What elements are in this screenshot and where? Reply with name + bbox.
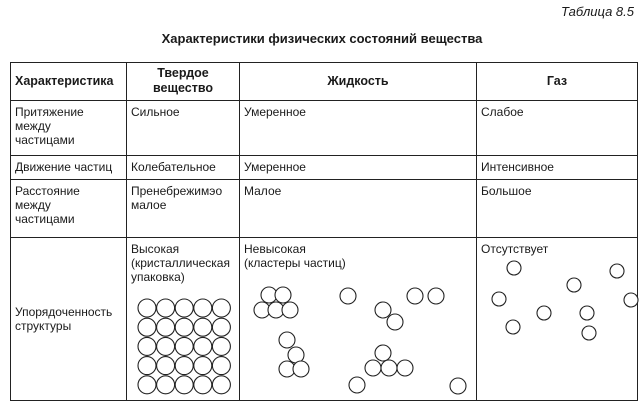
row4-char-line1: Упорядоченность (15, 305, 113, 319)
liquid-particle (450, 378, 466, 394)
solid-particle (138, 376, 156, 394)
liquid-particle (428, 288, 444, 304)
row2-characteristic (10, 155, 127, 180)
row1-char-line3: частицами (15, 133, 75, 147)
solid-particle (157, 357, 175, 375)
gas-particle (506, 320, 520, 334)
row3-solid-line2: малое (131, 198, 167, 212)
solid-particle (157, 337, 175, 355)
header-liquid-text: Жидкость (327, 74, 389, 88)
solid-particle (194, 318, 212, 336)
solid-particle (138, 357, 156, 375)
row2-liquid-text: Умеренное (244, 160, 306, 174)
row4-liquid (239, 237, 477, 401)
solid-particle (175, 376, 193, 394)
header-gas-text: Газ (546, 74, 568, 88)
gas-particle (537, 306, 551, 320)
row3-char-line2: между (15, 198, 51, 212)
row2-char-text: Движение частиц (15, 160, 113, 174)
row3-gas (476, 179, 638, 238)
gas-particle (507, 261, 521, 275)
liquid-particle (375, 302, 391, 318)
liquid-particle (279, 332, 295, 348)
row4-liquid-line2: (кластеры частиц) (244, 256, 346, 270)
row4-characteristic (10, 237, 127, 401)
solid-particle (175, 318, 193, 336)
row1-solid (126, 100, 240, 156)
solid-particle (194, 299, 212, 317)
solid-particle (212, 337, 230, 355)
liquid-particle (365, 360, 381, 376)
gas-particle (610, 264, 624, 278)
row3-solid (126, 179, 240, 238)
row2-gas (476, 155, 638, 180)
row2-liquid (239, 155, 477, 180)
row4-solid-line2: (кристаллическая (131, 256, 230, 270)
liquid-particle (397, 360, 413, 376)
header-solid-line1: Твердое (157, 66, 209, 80)
row4-solid-line1: Высокая (131, 242, 180, 256)
header-gas (476, 62, 638, 101)
solid-particle (175, 299, 193, 317)
table-title: Характеристики физических состояний вещества (161, 31, 483, 46)
solid-particle (138, 299, 156, 317)
gas-particle (492, 292, 506, 306)
gas-particles-diagram (477, 238, 639, 402)
row1-characteristic (10, 100, 127, 156)
solid-particle (194, 357, 212, 375)
liquid-particle (293, 361, 309, 377)
liquid-clusters-diagram (240, 238, 478, 402)
solid-particle (212, 299, 230, 317)
row3-characteristic (10, 179, 127, 238)
liquid-particle (381, 360, 397, 376)
row2-solid (126, 155, 240, 180)
gas-particle (567, 278, 581, 292)
row1-liquid (239, 100, 477, 156)
liquid-particle (387, 314, 403, 330)
liquid-particle (282, 302, 298, 318)
solid-particle (212, 357, 230, 375)
row4-char-line2: структуры (15, 319, 72, 333)
row1-char-line2: между (15, 119, 51, 133)
solid-particle (194, 376, 212, 394)
liquid-particle (340, 288, 356, 304)
row1-liquid-text: Умеренное (244, 105, 306, 119)
row4-gas-text: Отсутствует (481, 242, 549, 256)
solid-particle (157, 376, 175, 394)
table-number: Таблица 8.5 (561, 4, 634, 19)
row2-gas-text: Интенсивное (481, 160, 554, 174)
row4-solid (126, 237, 240, 401)
row3-char-line1: Расстояние (15, 184, 80, 198)
solid-particle (212, 318, 230, 336)
row1-gas (476, 100, 638, 156)
liquid-particle (407, 288, 423, 304)
solid-particle (175, 357, 193, 375)
solid-particle (175, 337, 193, 355)
row3-liquid-text: Малое (244, 184, 282, 198)
row1-gas-text: Слабое (481, 105, 524, 119)
liquid-particle (275, 287, 291, 303)
header-solid (126, 62, 240, 101)
solid-particle (212, 376, 230, 394)
gas-particle (580, 306, 594, 320)
row3-liquid (239, 179, 477, 238)
gas-particle (582, 326, 596, 340)
row3-gas-text: Большое (481, 184, 532, 198)
gas-particle (624, 293, 638, 307)
header-characteristic (10, 62, 127, 101)
row4-gas (476, 237, 638, 401)
row3-char-line3: частицами (15, 212, 75, 226)
row1-char-line1: Притяжение (15, 105, 84, 119)
header-solid-line2: вещество (152, 81, 214, 95)
row2-solid-text: Колебательное (131, 160, 216, 174)
row4-solid-line3: упаковка) (131, 270, 185, 284)
row1-solid-text: Сильное (131, 105, 180, 119)
solid-particle (157, 318, 175, 336)
liquid-particle (349, 377, 365, 393)
solid-particle (138, 318, 156, 336)
solid-particle (194, 337, 212, 355)
properties-table (10, 62, 638, 401)
header-characteristic-text: Характеристика (15, 74, 114, 88)
solid-particle (157, 299, 175, 317)
row3-solid-line1: Пренебрежимэо (131, 184, 223, 198)
header-liquid (239, 62, 477, 101)
liquid-particle (375, 345, 391, 361)
solid-particle (138, 337, 156, 355)
solid-lattice-diagram (138, 298, 234, 398)
row4-liquid-line1: Невысокая (244, 242, 306, 256)
